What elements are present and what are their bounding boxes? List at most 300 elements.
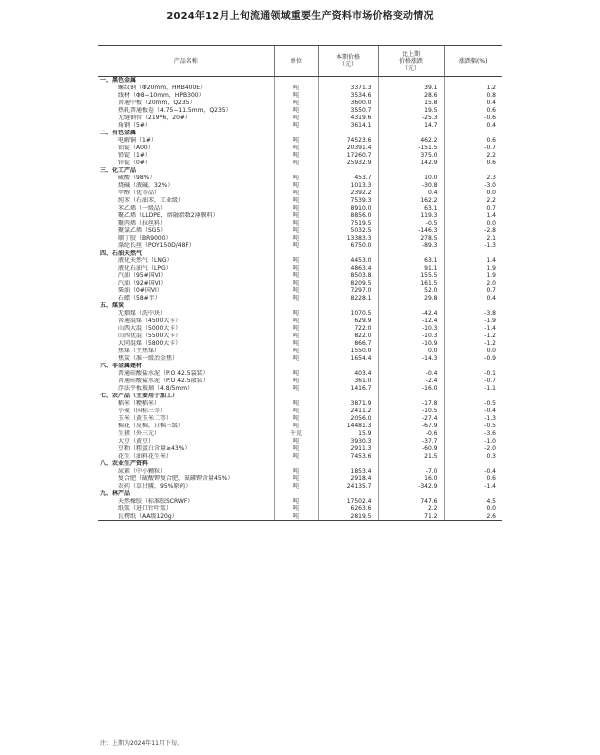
change-cell: 14.7 <box>378 122 444 130</box>
product-name-cell: 铅锭（1#） <box>118 152 151 159</box>
header-pct: 涨跌幅(%) <box>444 46 502 77</box>
product-name-cell: 九、林产品 <box>100 490 131 498</box>
price-cell: 3371.3 <box>318 85 378 93</box>
change-cell: 0.4 <box>378 190 444 198</box>
product-name-cell: 普通硅酸盐水泥（P.O 42.5袋装） <box>118 370 209 377</box>
change-cell: -89.3 <box>378 242 444 250</box>
product-name-cell: 烧碱（液碱，32%） <box>118 182 174 189</box>
unit-cell: 吨 <box>274 295 318 303</box>
pct-change-cell: 1.9 <box>444 272 502 280</box>
price-cell <box>318 167 378 175</box>
change-cell: 16.0 <box>378 475 444 483</box>
product-name-cell: 大豆（黄豆） <box>118 437 155 445</box>
unit-cell: 吨 <box>274 137 318 145</box>
price-cell <box>318 302 378 310</box>
change-cell: -12.4 <box>378 318 444 326</box>
pct-change-cell: 0.7 <box>444 205 502 213</box>
product-name-cell: 聚氯乙烯（SG5） <box>118 227 167 235</box>
product-name-cell: 四、石油天然气 <box>100 249 143 257</box>
table-row <box>98 445 502 453</box>
product-name-cell: 瓦楞纸（AA级120g） <box>98 513 274 521</box>
product-name-cell: 玉米（黄玉米二等） <box>118 415 173 422</box>
product-name-cell: 五、煤炭 <box>100 302 125 310</box>
unit-cell: 吨 <box>274 197 318 205</box>
unit-cell: 吨 <box>274 333 318 341</box>
table-row <box>98 175 502 183</box>
pct-change-cell: -3.8 <box>444 310 502 318</box>
table-row <box>98 378 502 386</box>
change-cell: -0.6 <box>378 430 444 438</box>
product-name-cell: 汽油（92#国VI） <box>118 279 167 287</box>
product-name-cell: 螺纹钢（Φ20mm，HRB400E） <box>118 84 207 92</box>
product-name-cell: 柴油（0#国VI） <box>118 287 163 295</box>
pct-change-cell: -1.2 <box>444 340 502 348</box>
pct-change-cell: 0.0 <box>444 348 502 356</box>
change-cell: 462.2 <box>378 137 444 145</box>
pct-change-cell: 0.4 <box>444 122 502 130</box>
price-cell <box>318 77 378 85</box>
product-name-cell: 液化石油气（LPG） <box>118 264 172 272</box>
price-cell <box>318 363 378 371</box>
pct-change-cell: -0.4 <box>444 468 502 476</box>
product-name-cell: 聚丙烯（拉丝料） <box>118 219 167 227</box>
price-cell: 74523.6 <box>318 137 378 145</box>
price-cell: 8856.0 <box>318 212 378 220</box>
price-cell: 14481.3 <box>318 423 378 431</box>
product-name-cell: 汽油（95#国VI） <box>118 272 167 280</box>
unit-cell: 吨 <box>274 205 318 213</box>
change-cell: -10.3 <box>378 325 444 333</box>
price-cell: 3614.1 <box>318 122 378 130</box>
price-cell: 6750.0 <box>318 242 378 250</box>
header-change: 比上期 价格涨跌 （元） <box>378 46 444 77</box>
pct-change-cell: 1.9 <box>444 265 502 273</box>
unit-cell: 吨 <box>274 122 318 130</box>
price-cell <box>318 250 378 258</box>
price-cell: 2056.0 <box>318 415 378 423</box>
table-row <box>98 423 502 431</box>
pct-change-cell: 0.4 <box>444 100 502 108</box>
unit-cell <box>274 490 318 498</box>
change-cell: -151.5 <box>378 145 444 153</box>
change-cell <box>378 167 444 175</box>
product-name-cell: 涤纶长丝（POY150D/48F） <box>118 242 195 250</box>
unit-cell: 吨 <box>274 257 318 265</box>
product-name-cell: 角钢（5#） <box>118 122 151 129</box>
change-cell: -0.5 <box>378 220 444 228</box>
unit-cell <box>274 393 318 401</box>
product-name-cell: 纸浆（进口针叶浆） <box>118 505 173 513</box>
product-name-cell: 七、农产品（主要用于加工） <box>100 392 179 400</box>
pct-change-cell: 2.6 <box>444 513 502 521</box>
price-cell: 2819.5 <box>318 513 378 521</box>
unit-cell: 吨 <box>274 145 318 153</box>
price-cell: 866.7 <box>318 340 378 348</box>
pct-change-cell: -2.0 <box>444 445 502 453</box>
pct-change-cell: 0.0 <box>444 190 502 198</box>
price-cell: 17502.4 <box>318 498 378 506</box>
table-row <box>98 513 502 521</box>
change-cell: -25.3 <box>378 115 444 123</box>
table-row <box>98 408 502 416</box>
table-row <box>98 340 502 348</box>
change-cell: 19.5 <box>378 107 444 115</box>
pct-change-cell: 0.7 <box>444 287 502 295</box>
product-name-cell: 天然橡胶（标准胶SCRWF） <box>118 497 194 505</box>
price-cell: 17260.7 <box>318 152 378 160</box>
section-row <box>98 363 502 371</box>
product-name-cell: 八、农业生产资料 <box>100 460 149 468</box>
product-name-cell: 生猪（外三元） <box>118 430 161 437</box>
price-cell: 3550.7 <box>318 107 378 115</box>
price-cell: 1013.3 <box>318 182 378 190</box>
unit-cell: 吨 <box>274 453 318 461</box>
change-cell: 2.2 <box>378 505 444 513</box>
product-name-cell: 甲醇（优等品） <box>118 189 161 197</box>
product-name-cell: 热轧普通板卷（4.75−11.5mm，Q235） <box>118 107 232 114</box>
change-cell: 375.0 <box>378 152 444 160</box>
table-row <box>98 160 502 168</box>
header-unit: 单位 <box>274 46 318 77</box>
unit-cell: 吨 <box>274 265 318 273</box>
pct-change-cell: -0.6 <box>444 115 502 123</box>
table-row <box>98 325 502 333</box>
change-cell: -37.7 <box>378 438 444 446</box>
pct-change-cell <box>444 77 502 85</box>
pct-change-cell: 0.6 <box>444 137 502 145</box>
unit-cell: 吨 <box>274 325 318 333</box>
pct-change-cell <box>444 363 502 371</box>
pct-change-cell: -1.3 <box>444 415 502 423</box>
pct-change-cell: 0.6 <box>444 160 502 168</box>
table-row <box>98 438 502 446</box>
product-name-cell: 纯苯（石油苯，工业级） <box>118 197 185 204</box>
pct-change-cell: -1.9 <box>444 318 502 326</box>
product-name-cell: 无烟煤（洗中块） <box>118 309 167 317</box>
product-name-cell: 稻米（粳稻米） <box>118 400 161 407</box>
unit-cell <box>274 167 318 175</box>
table-row <box>98 415 502 423</box>
pct-change-cell: -0.7 <box>444 145 502 153</box>
product-name-cell: 普通硅酸盐水泥（P.O 42.5散装） <box>118 377 209 385</box>
change-cell: 91.1 <box>378 265 444 273</box>
price-cell: 3930.3 <box>318 438 378 446</box>
pct-change-cell: -0.5 <box>444 423 502 431</box>
table-row <box>98 348 502 356</box>
unit-cell: 吨 <box>274 475 318 483</box>
change-cell: -17.8 <box>378 400 444 408</box>
change-cell: -0.4 <box>378 370 444 378</box>
table-row <box>98 280 502 288</box>
unit-cell: 吨 <box>274 235 318 243</box>
table-row <box>98 287 502 295</box>
price-cell <box>318 490 378 498</box>
unit-cell <box>274 363 318 371</box>
unit-cell: 吨 <box>274 408 318 416</box>
table-row <box>98 122 502 130</box>
table-row <box>98 370 502 378</box>
pct-change-cell: -1.2 <box>444 333 502 341</box>
pct-change-cell: 0.4 <box>444 295 502 303</box>
table-row <box>98 483 502 491</box>
product-name-cell: 豆粕（粗蛋白含量≥43%） <box>118 445 191 453</box>
price-cell: 2918.4 <box>318 475 378 483</box>
price-cell: 6263.6 <box>318 505 378 513</box>
product-name-cell: 棉花（皮棉，白棉三级） <box>118 422 185 430</box>
unit-cell: 吨 <box>274 310 318 318</box>
price-cell: 15.9 <box>318 430 378 438</box>
unit-cell: 吨 <box>274 513 318 521</box>
price-cell: 2911.3 <box>318 445 378 453</box>
product-name-cell: 六、非金属建材 <box>100 362 143 370</box>
price-cell: 822.0 <box>318 333 378 341</box>
change-cell <box>378 393 444 401</box>
table-row <box>98 498 502 506</box>
table-row <box>98 505 502 513</box>
product-name-cell: 苯乙烯（一级品） <box>118 204 167 212</box>
pct-change-cell: 0.0 <box>444 220 502 228</box>
unit-cell: 吨 <box>274 160 318 168</box>
price-cell: 403.4 <box>318 370 378 378</box>
unit-cell: 吨 <box>274 370 318 378</box>
price-cell: 3600.0 <box>318 100 378 108</box>
product-name-cell: 二、有色金属 <box>100 129 137 137</box>
change-cell <box>378 250 444 258</box>
change-cell: 278.5 <box>378 235 444 243</box>
product-name-cell: 焦煤（主焦煤） <box>118 347 161 355</box>
change-cell: 142.9 <box>378 160 444 168</box>
change-cell: -146.3 <box>378 227 444 235</box>
unit-cell: 吨 <box>274 318 318 326</box>
price-cell: 7453.6 <box>318 453 378 461</box>
product-name-cell: 无缝钢管（219*6，20#） <box>118 114 191 122</box>
price-cell: 24135.7 <box>318 483 378 491</box>
price-cell: 1416.7 <box>318 385 378 393</box>
pct-change-cell <box>444 302 502 310</box>
pct-change-cell: 2.3 <box>444 175 502 183</box>
unit-cell: 吨 <box>274 227 318 235</box>
change-cell: 162.2 <box>378 197 444 205</box>
pct-change-cell: -0.7 <box>444 378 502 386</box>
change-cell: -10.5 <box>378 408 444 416</box>
price-cell: 1550.0 <box>318 348 378 356</box>
product-name-cell: 山西大混（5000大卡） <box>118 325 182 332</box>
price-cell: 13383.3 <box>318 235 378 243</box>
section-row <box>98 490 502 498</box>
unit-cell: 吨 <box>274 348 318 356</box>
product-name-cell: 顺丁胶（BR9000） <box>118 234 172 242</box>
unit-cell: 吨 <box>274 100 318 108</box>
table-row <box>98 475 502 483</box>
price-cell: 25932.9 <box>318 160 378 168</box>
change-cell: -16.0 <box>378 385 444 393</box>
header-product-name: 产品名称 <box>98 46 274 77</box>
price-cell: 1070.5 <box>318 310 378 318</box>
table-row <box>98 190 502 198</box>
price-cell: 629.9 <box>318 318 378 326</box>
change-cell: 63.1 <box>378 257 444 265</box>
unit-cell: 吨 <box>274 498 318 506</box>
section-row <box>98 393 502 401</box>
unit-cell: 吨 <box>274 107 318 115</box>
section-row <box>98 250 502 258</box>
product-name-cell: 三、化工产品 <box>100 167 137 174</box>
unit-cell: 吨 <box>274 355 318 363</box>
table-row <box>98 197 502 205</box>
change-cell: 119.3 <box>378 212 444 220</box>
section-row <box>98 302 502 310</box>
change-cell <box>378 490 444 498</box>
product-name-cell: 小麦（国标三等） <box>118 407 167 415</box>
unit-cell: 吨 <box>274 212 318 220</box>
unit-cell: 吨 <box>274 272 318 280</box>
table-row <box>98 145 502 153</box>
change-cell: 52.0 <box>378 287 444 295</box>
table-row <box>98 152 502 160</box>
pct-change-cell: 2.0 <box>444 280 502 288</box>
change-cell: -14.3 <box>378 355 444 363</box>
unit-cell: 吨 <box>274 505 318 513</box>
change-cell: -10.9 <box>378 340 444 348</box>
table-row <box>98 100 502 108</box>
unit-cell: 吨 <box>274 92 318 100</box>
pct-change-cell: 0.8 <box>444 92 502 100</box>
price-table <box>98 45 502 521</box>
table-row <box>98 115 502 123</box>
pct-change-cell: -3.6 <box>444 430 502 438</box>
pct-change-cell <box>444 490 502 498</box>
product-name-cell: 大同混煤（5800大卡） <box>118 340 182 347</box>
price-cell: 3871.9 <box>318 400 378 408</box>
product-name-cell: 焦炭（准一级冶金焦） <box>118 355 179 362</box>
table-row <box>98 137 502 145</box>
change-cell <box>378 460 444 468</box>
unit-cell <box>274 130 318 138</box>
pct-change-cell: -1.4 <box>444 483 502 491</box>
unit-cell: 吨 <box>274 287 318 295</box>
product-name-cell: 山西优混（5500大卡） <box>118 332 182 340</box>
change-cell <box>378 302 444 310</box>
change-cell <box>378 363 444 371</box>
table-row <box>98 220 502 228</box>
unit-cell: 吨 <box>274 220 318 228</box>
pct-change-cell: 0.0 <box>444 505 502 513</box>
table-row <box>98 385 502 393</box>
unit-cell: 吨 <box>274 445 318 453</box>
pct-change-cell: -2.8 <box>444 227 502 235</box>
change-cell: 747.6 <box>378 498 444 506</box>
pct-change-cell: -0.5 <box>444 400 502 408</box>
price-cell: 2411.2 <box>318 408 378 416</box>
unit-cell: 吨 <box>274 115 318 123</box>
product-name-cell: 复合肥（硫酸钾复合肥，氮磷钾含量45%） <box>118 475 234 483</box>
pct-change-cell: -1.4 <box>444 325 502 333</box>
table-row <box>98 430 502 438</box>
unit-cell: 吨 <box>274 385 318 393</box>
change-cell: -7.0 <box>378 468 444 476</box>
unit-cell: 吨 <box>274 182 318 190</box>
table-row <box>98 265 502 273</box>
pct-change-cell <box>444 460 502 468</box>
product-name-cell: 浮法平板玻璃（4.8/5mm） <box>118 385 194 392</box>
unit-cell: 吨 <box>274 483 318 491</box>
product-name-cell: 铝锭（A00） <box>118 144 154 152</box>
change-cell: 10.0 <box>378 175 444 183</box>
section-row <box>98 167 502 175</box>
unit-cell <box>274 250 318 258</box>
table-row <box>98 107 502 115</box>
price-cell: 2392.2 <box>318 190 378 198</box>
product-name-cell: 液化天然气（LNG） <box>118 257 173 265</box>
unit-cell <box>274 460 318 468</box>
pct-change-cell: 0.6 <box>444 107 502 115</box>
table-row <box>98 205 502 213</box>
table-row <box>98 182 502 190</box>
change-cell: 63.1 <box>378 205 444 213</box>
header-price: 本期价格 （元） <box>318 46 378 77</box>
price-cell: 4863.4 <box>318 265 378 273</box>
pct-change-cell: 0.6 <box>444 475 502 483</box>
product-name-cell: 石蜡（58#半） <box>118 294 161 302</box>
unit-cell: 吨 <box>274 400 318 408</box>
unit-cell: 吨 <box>274 378 318 386</box>
unit-cell: 吨 <box>274 190 318 198</box>
product-name-cell: 聚乙烯（LLDPE，熔融指数2薄膜料） <box>118 212 219 220</box>
table-row <box>98 400 502 408</box>
change-cell: 15.8 <box>378 100 444 108</box>
table-row <box>98 295 502 303</box>
unit-cell: 千克 <box>274 430 318 438</box>
price-cell: 3534.6 <box>318 92 378 100</box>
unit-cell <box>274 77 318 85</box>
unit-cell: 吨 <box>274 468 318 476</box>
price-cell <box>318 130 378 138</box>
table-row <box>98 355 502 363</box>
pct-change-cell: -1.3 <box>444 242 502 250</box>
table-header-row <box>98 46 502 77</box>
pct-change-cell: -0.1 <box>444 370 502 378</box>
price-cell: 7297.0 <box>318 287 378 295</box>
price-cell: 7539.3 <box>318 197 378 205</box>
change-cell: -342.9 <box>378 483 444 491</box>
table-body <box>98 77 502 521</box>
change-cell: -42.4 <box>378 310 444 318</box>
pct-change-cell: -0.9 <box>444 355 502 363</box>
price-cell: 8503.8 <box>318 272 378 280</box>
pct-change-cell: -1.0 <box>444 438 502 446</box>
change-cell: 29.8 <box>378 295 444 303</box>
table-row <box>98 272 502 280</box>
pct-change-cell: -0.4 <box>444 408 502 416</box>
change-cell: 0.0 <box>378 348 444 356</box>
product-name-cell: 锌锭（0#） <box>118 159 151 167</box>
change-cell: 161.5 <box>378 280 444 288</box>
table-row <box>98 235 502 243</box>
pct-change-cell: 2.1 <box>444 235 502 243</box>
price-cell: 5032.5 <box>318 227 378 235</box>
table-row <box>98 227 502 235</box>
pct-change-cell <box>444 130 502 138</box>
table-row <box>98 212 502 220</box>
table-row <box>98 85 502 93</box>
product-name-cell: 花生（油料花生米） <box>118 452 173 460</box>
price-cell: 453.7 <box>318 175 378 183</box>
pct-change-cell <box>444 167 502 175</box>
table-row <box>98 92 502 100</box>
price-cell <box>318 460 378 468</box>
change-cell: -30.8 <box>378 182 444 190</box>
unit-cell <box>274 302 318 310</box>
